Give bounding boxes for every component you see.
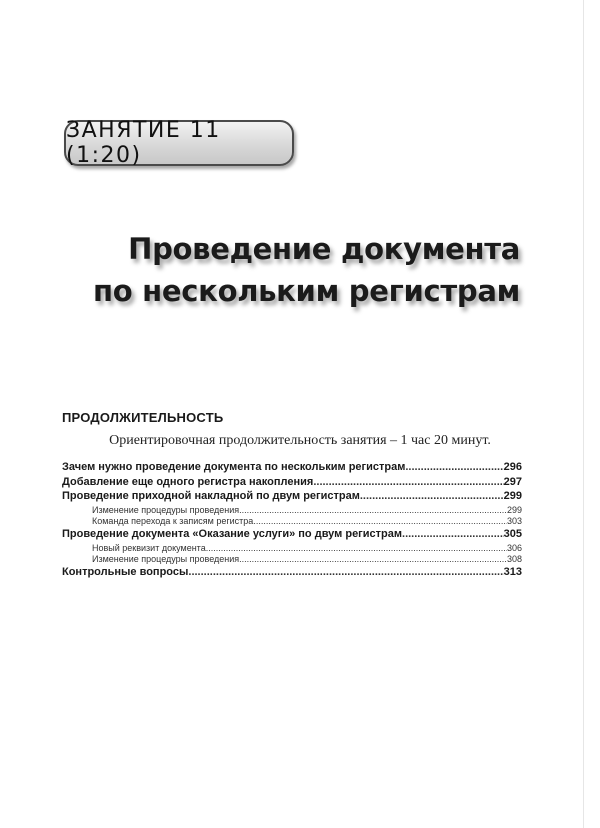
toc-entry-title: Проведение приходной накладной по двум регистрам xyxy=(62,490,360,503)
toc-entry[interactable] xyxy=(62,528,522,543)
toc-subentry[interactable] xyxy=(62,505,522,517)
toc-entry-page: 303 xyxy=(506,516,522,527)
chapter-title xyxy=(20,228,520,312)
toc-leader-dots xyxy=(360,490,504,502)
toc-entry-page: 306 xyxy=(506,542,522,553)
toc-entry-title: Новый реквизит документа xyxy=(92,542,206,553)
toc-entry-page: 299 xyxy=(506,504,522,515)
toc-leader-dots xyxy=(188,566,503,578)
lesson-badge-label: ЗАНЯТИЕ 11 (1:20) xyxy=(66,118,221,168)
toc-entry-page: 308 xyxy=(506,554,522,565)
toc-leader-dots xyxy=(239,505,507,515)
toc-leader-dots xyxy=(253,516,507,526)
duration-text: Ориентировочная продолжительность занятия – 1 час 20 минут. xyxy=(109,433,491,448)
toc-entry-title: Зачем нужно проведение документа по нескольким регистрам xyxy=(62,461,406,473)
toc-entry[interactable] xyxy=(62,566,522,581)
toc-entry-page: 299 xyxy=(503,490,522,503)
toc-entry-page: 305 xyxy=(503,527,522,540)
toc-leader-dots xyxy=(402,528,504,540)
toc-entry[interactable] xyxy=(62,490,522,505)
chapter-title-line-2: по нескольким регистрам xyxy=(93,274,520,308)
toc-entry-title: Изменение процедуры проведения xyxy=(92,554,240,565)
toc-subentry[interactable] xyxy=(62,516,522,528)
toc-entry-title: Команда перехода к записям регистра xyxy=(92,516,254,527)
toc-entry-page: 296 xyxy=(503,461,522,473)
toc-entry-title: Добавление еще одного регистра накопления xyxy=(62,475,314,488)
toc-leader-dots xyxy=(206,543,507,553)
toc-subentry[interactable] xyxy=(62,543,522,555)
toc-entry-title: Проведение документа «Оказание услуги» по двум регистрам xyxy=(62,527,403,540)
toc-entry-title: Контрольные вопросы xyxy=(62,565,189,578)
toc-entry-title: Изменение процедуры проведения xyxy=(92,504,240,515)
toc-entry-page: 313 xyxy=(503,565,522,578)
toc-entry[interactable] xyxy=(62,461,522,476)
toc-leader-dots xyxy=(405,461,503,473)
toc-subentry[interactable] xyxy=(62,554,522,566)
lesson-badge xyxy=(64,120,294,166)
toc-leader-dots xyxy=(239,554,507,564)
table-of-contents xyxy=(62,461,522,580)
toc-entry-page: 297 xyxy=(503,475,522,488)
duration-heading: ПРОДОЛЖИТЕЛЬНОСТЬ xyxy=(62,410,224,425)
page-edge xyxy=(583,0,600,828)
toc-entry[interactable] xyxy=(62,476,522,491)
toc-leader-dots xyxy=(313,476,503,488)
chapter-title-line-1: Проведение документа xyxy=(128,232,520,266)
